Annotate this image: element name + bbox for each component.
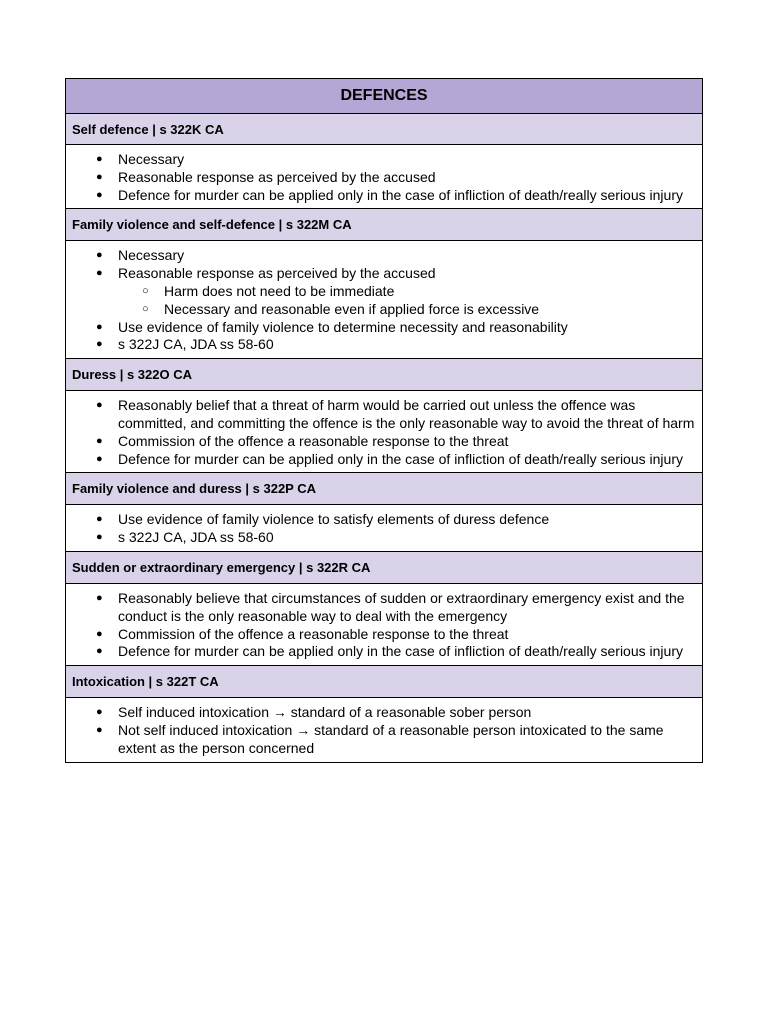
hollow-bullet-icon: ○ bbox=[142, 302, 149, 315]
list-item bbox=[72, 265, 696, 283]
section-body bbox=[66, 505, 702, 552]
list-item-text: Reasonably belief that a threat of harm would be carried out unless the offence was committed, and committing the offence is the only reasonable way to avoid the threat of harm bbox=[118, 397, 695, 431]
list-item-text: Reasonable response as perceived by the accused bbox=[118, 168, 436, 185]
list-item-text: Self induced intoxication → standard of a reasonable sober person bbox=[118, 704, 532, 721]
section-body bbox=[66, 584, 702, 666]
sub-list-item bbox=[118, 301, 696, 319]
sub-list-wrapper bbox=[72, 283, 696, 319]
bullet-icon: ● bbox=[96, 645, 103, 658]
list-item bbox=[72, 643, 696, 661]
list-item-text: Commission of the offence a reasonable response to the threat bbox=[118, 432, 509, 449]
sub-list-item bbox=[118, 283, 696, 301]
bullet-list bbox=[72, 511, 696, 547]
list-item bbox=[72, 626, 696, 644]
bullet-icon: ● bbox=[96, 531, 103, 544]
section-heading: Intoxication | s 322T CA bbox=[66, 666, 702, 698]
bullet-icon: ● bbox=[96, 591, 103, 604]
bullet-icon: ● bbox=[96, 399, 103, 412]
bullet-icon: ● bbox=[96, 153, 103, 165]
bullet-icon: ● bbox=[96, 434, 103, 447]
hollow-bullet-icon: ○ bbox=[142, 284, 149, 297]
list-item-text: Commission of the offence a reasonable response to the threat bbox=[118, 625, 509, 642]
list-item bbox=[72, 722, 696, 758]
bullet-icon: ● bbox=[96, 706, 103, 719]
bullet-icon: ● bbox=[96, 627, 103, 640]
list-item bbox=[72, 451, 696, 469]
list-item-text: Use evidence of family violence to satisfy elements of duress defence bbox=[118, 511, 550, 528]
bullet-list bbox=[72, 704, 696, 757]
bullet-icon: ● bbox=[96, 320, 103, 333]
list-item bbox=[72, 397, 696, 433]
list-item-text: Not self induced intoxication → standard of a reasonable person intoxicated to the same extent as the person concerned bbox=[118, 721, 664, 756]
list-item-text: Necessary bbox=[118, 247, 185, 264]
list-item bbox=[72, 590, 696, 626]
section-body bbox=[66, 241, 702, 359]
sub-bullet-list bbox=[118, 283, 696, 319]
bullet-icon: ● bbox=[96, 452, 103, 465]
bullet-list bbox=[72, 590, 696, 661]
list-item bbox=[72, 529, 696, 547]
bullet-icon: ● bbox=[96, 170, 103, 183]
list-item bbox=[72, 433, 696, 451]
sub-list-item-text: Harm does not need to be immediate bbox=[164, 282, 395, 299]
section-body bbox=[66, 391, 702, 473]
section-heading: Sudden or extraordinary emergency | s 322R CA bbox=[66, 552, 702, 584]
bullet-icon: ● bbox=[96, 249, 103, 262]
bullet-icon: ● bbox=[96, 338, 103, 351]
list-item-text: s 322J CA, JDA ss 58-60 bbox=[118, 336, 274, 353]
list-item bbox=[72, 151, 696, 169]
section-heading: Family violence and self-defence | s 322M CA bbox=[66, 209, 702, 241]
list-item bbox=[72, 169, 696, 187]
list-item-text: Defence for murder can be applied only in the case of infliction of death/really serious injury bbox=[118, 450, 683, 467]
list-item-text: Defence for murder can be applied only in the case of infliction of death/really serious injury bbox=[118, 643, 683, 660]
bullet-icon: ● bbox=[96, 188, 103, 201]
list-item-text: s 322J CA, JDA ss 58-60 bbox=[118, 529, 274, 546]
list-item-text: Defence for murder can be applied only in the case of infliction of death/really serious injury bbox=[118, 186, 683, 203]
bullet-icon: ● bbox=[96, 267, 103, 280]
bullet-icon: ● bbox=[96, 513, 103, 526]
section-heading: Self defence | s 322K CA bbox=[66, 114, 702, 145]
list-item-text: Use evidence of family violence to determine necessity and reasonability bbox=[118, 318, 568, 335]
bullet-list bbox=[72, 151, 696, 204]
section-body bbox=[66, 698, 702, 761]
defences-table bbox=[65, 78, 703, 763]
section-heading: Family violence and duress | s 322P CA bbox=[66, 473, 702, 505]
sub-list-item-text: Necessary and reasonable even if applied force is excessive bbox=[164, 300, 540, 317]
list-item-text: Reasonably believe that circumstances of sudden or extraordinary emergency exist and the conduct is the only reasonable way to deal with the emergency bbox=[118, 589, 685, 624]
list-item bbox=[72, 319, 696, 337]
list-item-text: Reasonable response as perceived by the accused bbox=[118, 265, 436, 282]
list-item bbox=[72, 336, 696, 354]
bullet-list bbox=[72, 397, 696, 468]
list-item bbox=[72, 511, 696, 529]
section-body bbox=[66, 145, 702, 209]
list-item bbox=[72, 187, 696, 205]
section-heading: Duress | s 322O CA bbox=[66, 359, 702, 391]
list-item-text: Necessary bbox=[118, 151, 185, 167]
sections-container bbox=[66, 114, 702, 762]
bullet-list bbox=[72, 247, 696, 354]
list-item bbox=[72, 704, 696, 722]
table-title: DEFENCES bbox=[66, 79, 702, 114]
bullet-icon: ● bbox=[96, 723, 103, 736]
list-item bbox=[72, 247, 696, 265]
